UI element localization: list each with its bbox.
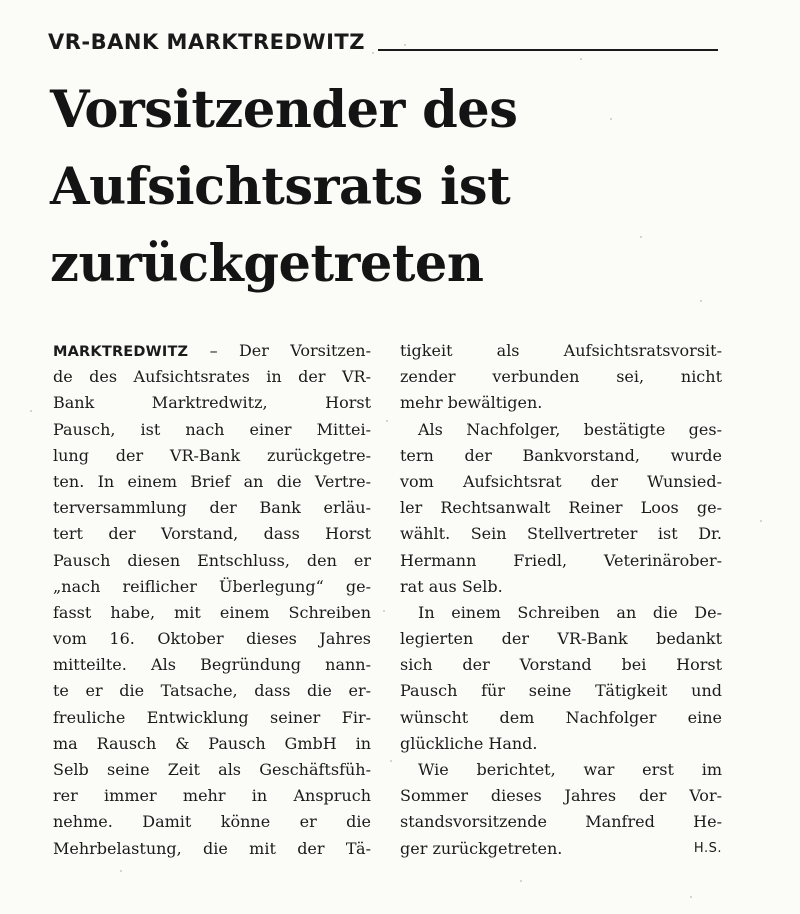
scan-speck (640, 236, 642, 238)
scan-speck (386, 420, 388, 422)
scan-speck (30, 410, 32, 412)
article-line: tigkeit als Aufsichtsratsvorsit- (400, 341, 722, 360)
scan-speck (580, 58, 582, 60)
article-column-left (53, 338, 371, 862)
headline-line: zurückgetreten (50, 234, 484, 294)
article-line: wünscht dem Nachfolger eine (400, 707, 722, 727)
article-line: ten. In einem Brief an die Vertre- (53, 471, 371, 491)
article-line: de des Aufsichtsrates in der VR- (53, 367, 371, 387)
article-line: ler Rechtsanwalt Reiner Loos ge- (400, 498, 722, 518)
article-line: freuliche Entwicklung seiner Fir- (53, 707, 371, 727)
scan-speck (760, 520, 762, 522)
article-line: sich der Vorstand bei Horst (400, 655, 722, 675)
article-line: „nach reiflicher Überlegung“ ge- (53, 576, 371, 596)
article-line: mitteilte. Als Begründung nann- (53, 655, 371, 675)
article-line: glückliche Hand. (400, 733, 538, 753)
article-line: rat aus Selb. (400, 576, 503, 596)
article-line: zender verbunden sei, nicht (400, 367, 722, 387)
scan-speck (610, 118, 612, 120)
article-line: ma Rausch & Pausch GmbH in (53, 733, 371, 753)
article-line: ger zurückgetreten. (400, 838, 563, 858)
dateline-separator: – (188, 341, 239, 360)
article-line: wählt. Sein Stellvertreter ist Dr. (400, 524, 722, 544)
article-line: tert der Vorstand, dass Horst (53, 524, 371, 544)
article-line: standsvorsitzende Manfred He- (400, 812, 722, 832)
article-column-right (400, 338, 722, 862)
article-line: Als Nachfolger, bestätigte ges- (418, 419, 722, 439)
article-line: fasst habe, mit einem Schreiben (53, 602, 371, 622)
kicker-rule (378, 49, 718, 51)
scan-speck (120, 870, 122, 872)
kicker: VR-BANK MARKTREDWITZ (48, 30, 365, 54)
article-line: Pausch für seine Tätigkeit und (400, 681, 722, 701)
article-line: legierten der VR-Bank bedankt (400, 629, 722, 649)
scan-speck (520, 880, 522, 882)
scan-speck (390, 760, 392, 762)
dateline: MARKTREDWITZ (53, 344, 189, 360)
author-signature: H.S. (693, 840, 722, 856)
scan-speck (700, 300, 702, 302)
article-line: rer immer mehr in Anspruch (53, 786, 371, 806)
kicker-row (48, 30, 720, 58)
article-end-row (400, 836, 722, 862)
article-line (53, 338, 371, 364)
headline-line: Vorsitzender des (50, 80, 518, 140)
article-line: Pausch, ist nach einer Mittei- (53, 419, 371, 439)
article-line: Mehrbelastung, die mit der Tä- (53, 838, 371, 858)
article-line: Hermann Friedl, Veterinärober- (400, 550, 722, 570)
headline-line: Aufsichtsrats ist (50, 157, 511, 217)
article-line: Sommer dieses Jahres der Vor- (400, 786, 722, 806)
scan-speck (383, 610, 385, 612)
article-line: mehr bewältigen. (400, 393, 543, 413)
article-line: Bank Marktredwitz, Horst (53, 393, 371, 413)
scan-speck (404, 44, 406, 46)
article-line: te er die Tatsache, dass die er- (53, 681, 371, 701)
scan-speck (690, 896, 692, 898)
article-line: vom 16. Oktober dieses Jahres (53, 629, 371, 649)
headline (50, 72, 750, 303)
article-line: Selb seine Zeit als Geschäftsfüh- (53, 760, 371, 779)
article-line: In einem Schreiben an die De- (418, 602, 722, 622)
article-line: lung der VR-Bank zurückgetre- (53, 445, 371, 465)
article-line: nehme. Damit könne er die (53, 812, 371, 832)
scan-speck (372, 52, 374, 54)
article-line: tern der Bankvorstand, wurde (400, 445, 722, 465)
article-line: Wie berichtet, war erst im (418, 760, 722, 779)
article-line: vom Aufsichtsrat der Wunsied- (400, 471, 722, 491)
article-line: terversammlung der Bank erläu- (53, 498, 371, 518)
article-text: Der Vorsitzen- (238, 341, 372, 360)
article-line: Pausch diesen Entschluss, den er (53, 550, 371, 570)
